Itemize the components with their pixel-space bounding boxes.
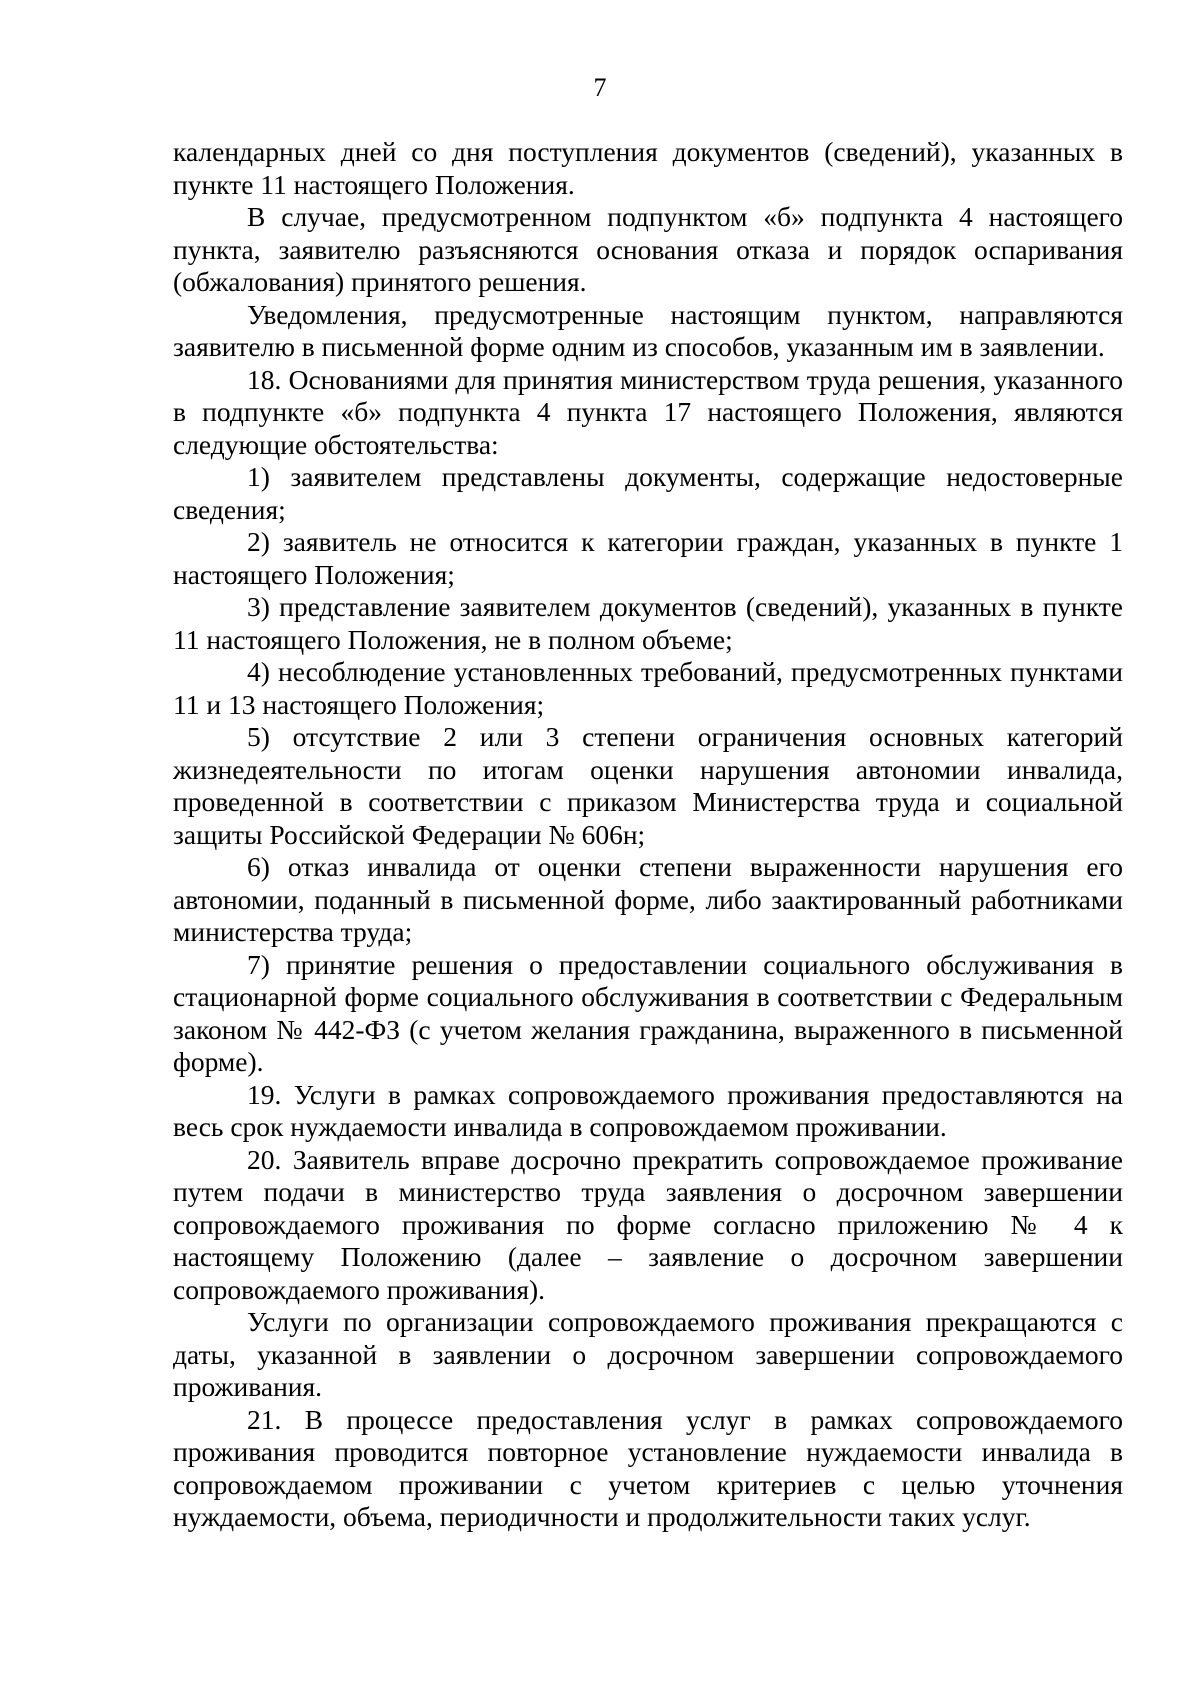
paragraph-continuation: календарных дней со дня поступления документов (сведений), указанных в пункте 11 настоящего Положения. — [173, 136, 1123, 200]
paragraph-19: 19. Услуги в рамках сопровождаемого проживания предоставляются на весь срок нуждаемости инвалида в сопровождаемом проживании. — [173, 1078, 1123, 1142]
list-item-18-5: 5) отсутствие 2 или 3 степени ограничения основных категорий жизнедеятельности по итогам оценки нарушения автономии инвалида, проведенной в соответствии с приказом Министерства труда и социальной защиты Российской Федерации № 606н; — [173, 721, 1123, 850]
list-item-18-1: 1) заявителем представлены документы, содержащие недостоверные сведения; — [173, 461, 1123, 525]
list-item-18-4: 4) несоблюдение установленных требований, предусмотренных пунктами 11 и 13 настоящего Положения; — [173, 656, 1123, 720]
document-body — [173, 136, 1123, 1534]
page-number: 7 — [593, 73, 607, 102]
list-item-18-6: 6) отказ инвалида от оценки степени выраженности нарушения его автономии, поданный в письменной форме, либо заактированный работниками министерства труда; — [173, 851, 1123, 947]
paragraph-appeal-explanation: В случае, предусмотренном подпунктом «б» подпункта 4 настоящего пункта, заявителю разъясняются основания отказа и порядок оспаривания (обжалования) принятого решения. — [173, 201, 1123, 297]
paragraph-18-heading: 18. Основаниями для принятия министерством труда решения, указанного в подпункте «б» подпункта 4 пункта 17 настоящего Положения, являются следующие обстоятельства: — [173, 363, 1123, 460]
list-item-18-2: 2) заявитель не относится к категории граждан, указанных в пункте 1 настоящего Положения; — [173, 526, 1123, 590]
paragraph-21: 21. В процессе предоставления услуг в рамках сопровождаемого проживания проводится повторное установление нуждаемости инвалида в сопровождаемом проживании с учетом критериев с целью уточнения нуждаемости, объема, периодичности и продолжительности таких услуг. — [173, 1403, 1123, 1532]
list-item-18-3: 3) представление заявителем документов (сведений), указанных в пункте 11 настоящего Положения, не в полном объеме; — [173, 591, 1123, 655]
list-item-18-7: 7) принятие решения о предоставлении социального обслуживания в стационарной форме социального обслуживания в соответствии с Федеральным законом № 442-ФЗ (с учетом желания гражданина, выраженного в письменной форме). — [173, 948, 1123, 1077]
paragraph-notifications: Уведомления, предусмотренные настоящим пунктом, направляются заявителю в письменной форме одним из способов, указанным им в заявлении. — [173, 298, 1123, 362]
paragraph-20-termination: Услуги по организации сопровождаемого проживания прекращаются с даты, указанной в заявлении о досрочном завершении сопровождаемого проживания. — [173, 1306, 1123, 1402]
paragraph-20: 20. Заявитель вправе досрочно прекратить сопровождаемое проживание путем подачи в министерство труда заявления о досрочном завершении сопровождаемого проживания по форме согласно приложению № 4 к настоящему Положению (далее – заявление о досрочном завершении сопровождаемого проживания). — [173, 1143, 1123, 1305]
